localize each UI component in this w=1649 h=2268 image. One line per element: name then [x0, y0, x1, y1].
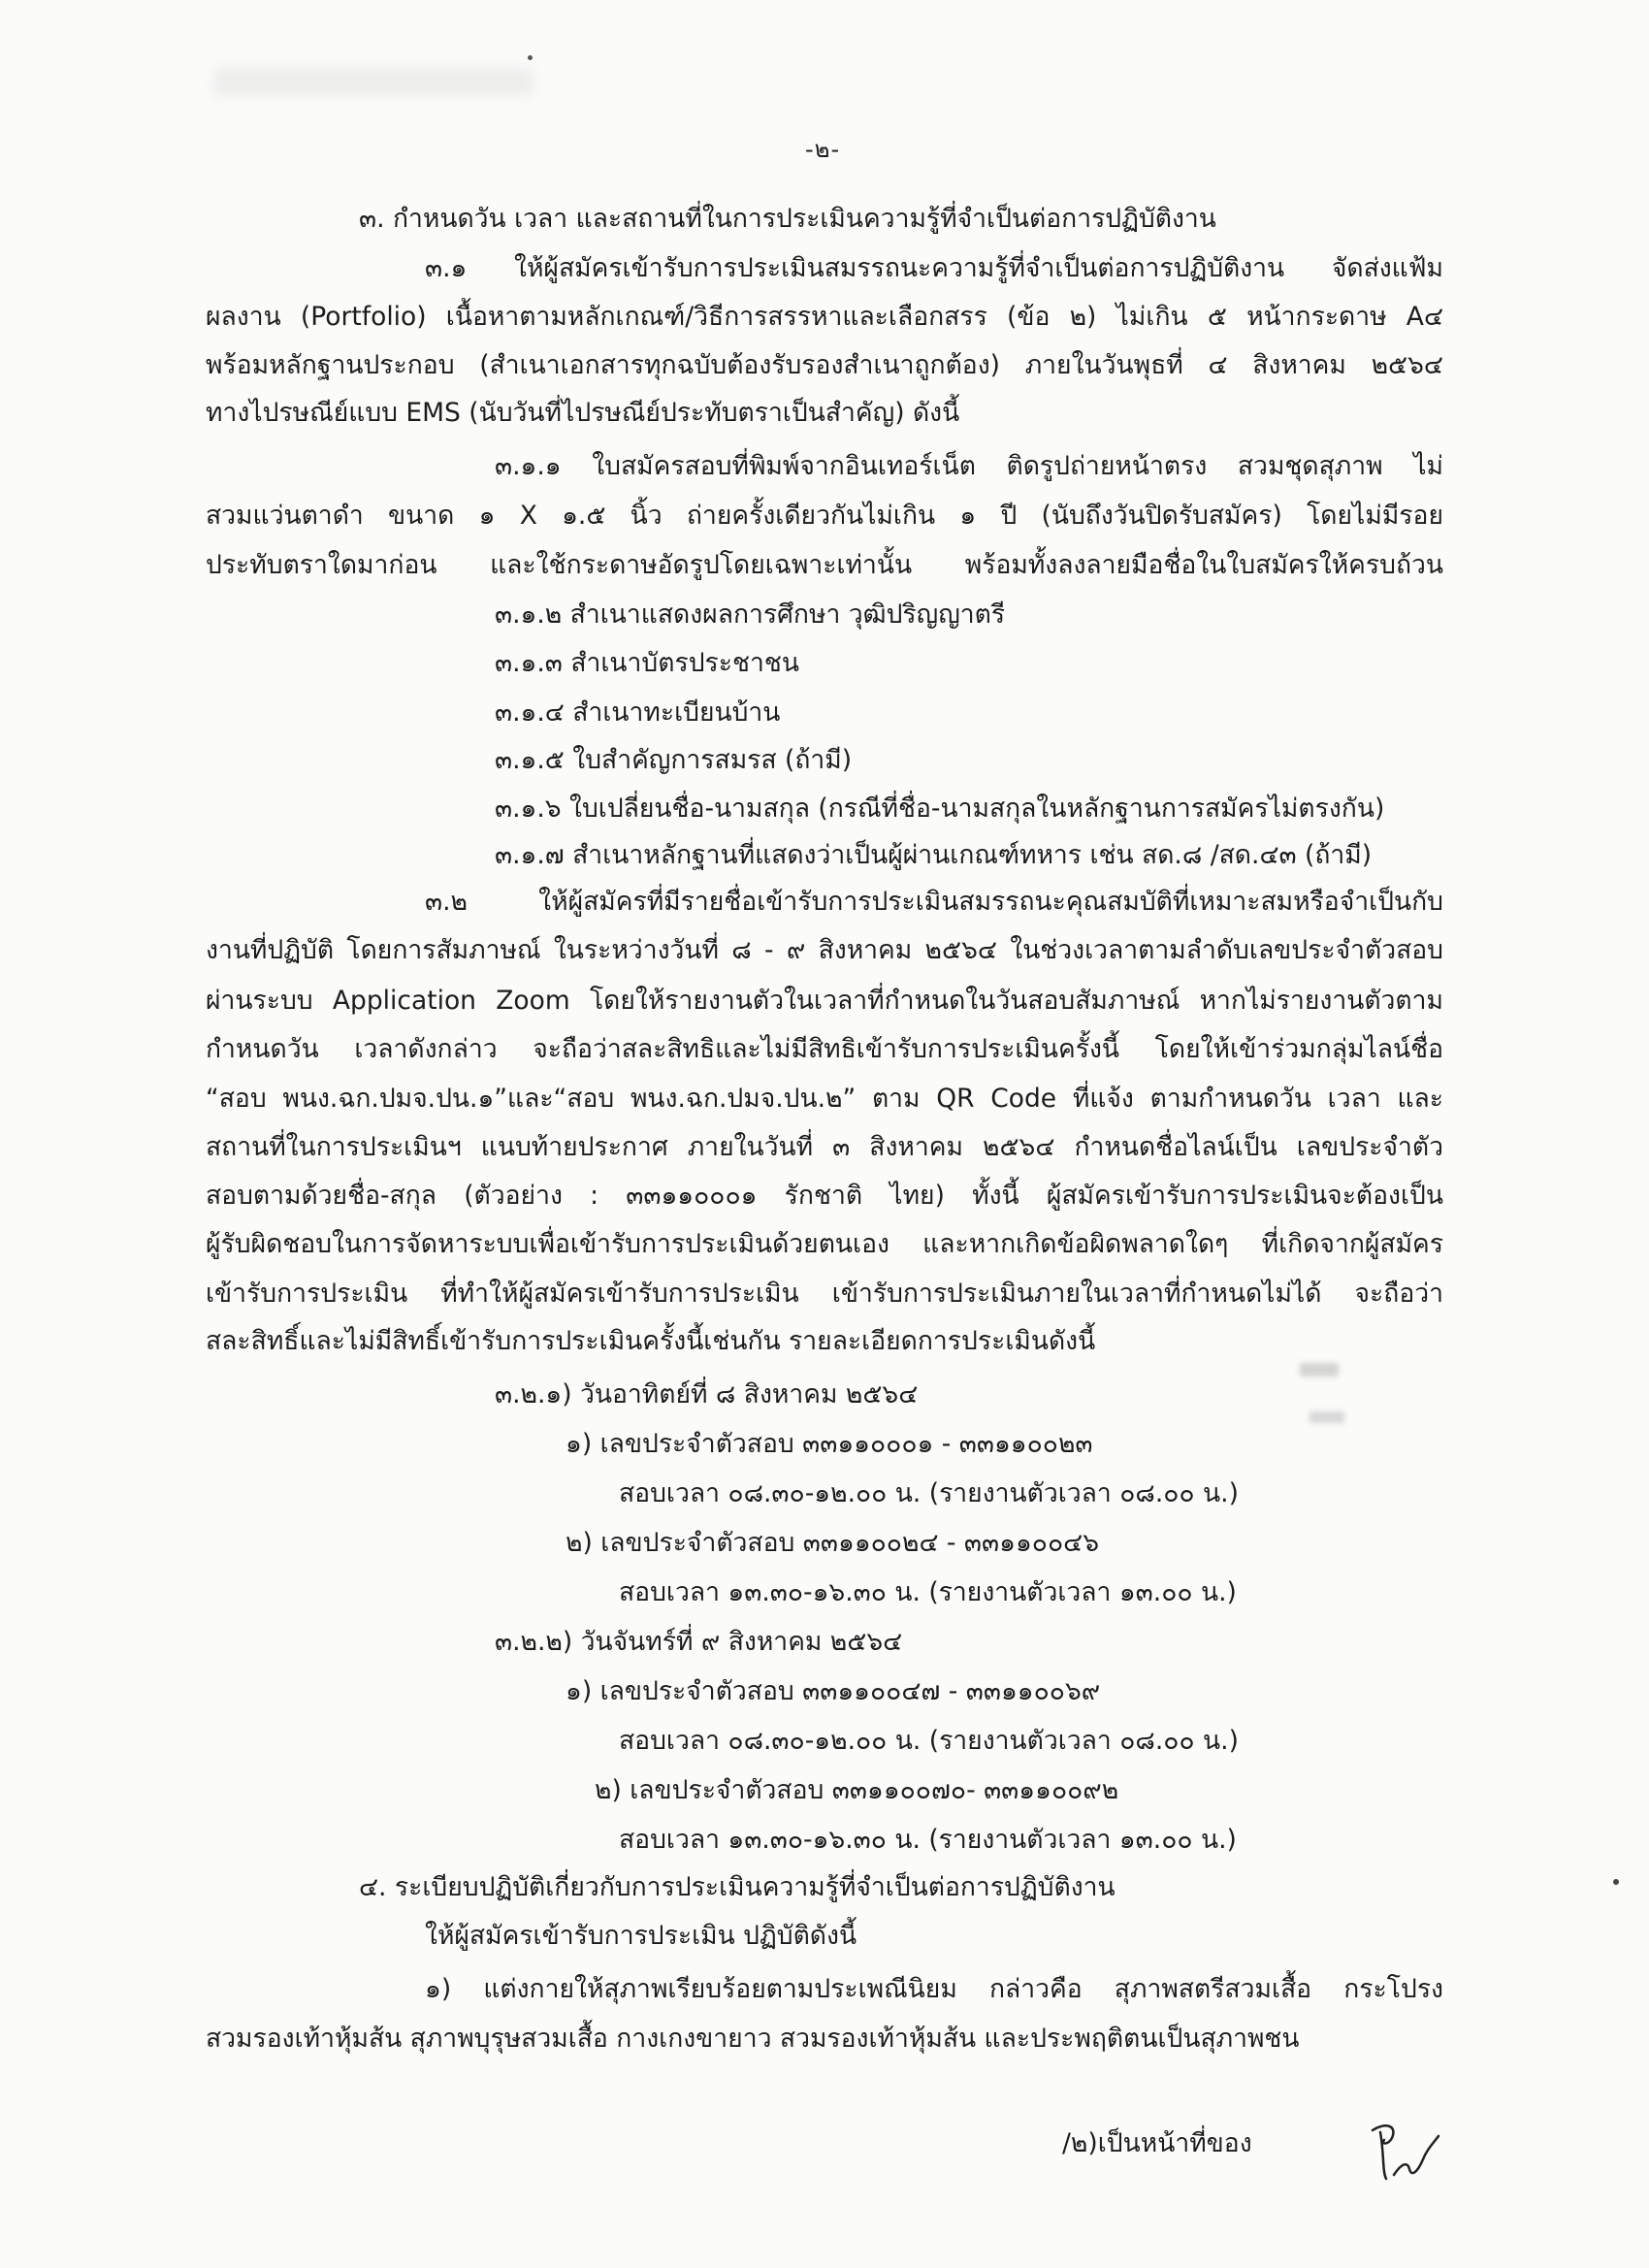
scan-smudge	[1300, 1363, 1339, 1377]
section-3-heading: ๓. กำหนดวัน เวลา และสถานที่ในการประเมินความรู้ที่จำเป็นต่อการปฏิบัติงาน	[359, 204, 1216, 234]
section-4-item-line: สวมรองเท้าหุ้มส้น สุภาพบุรุษสวมเสื้อ กางเกงขายาว สวมรองเท้าหุ้มส้น และประพฤติตนเป็นสุภาพชน	[206, 2024, 1300, 2054]
paragraph-3-2-line: ๓.๒ ให้ผู้สมัครที่มีรายชื่อเข้ารับการประเมินสมรรถนะคุณสมบัติที่เหมาะสมหรือจำเป็นกับ	[425, 887, 1443, 917]
scan-dot	[1613, 1879, 1619, 1885]
continuation-reference: /๒)เป็นหน้าที่ของ	[1062, 2128, 1252, 2158]
paragraph-3-2-line: “สอบ พนง.ฉก.ปมจ.ปน.๑”และ“สอบ พนง.ฉก.ปมจ.ปน.๒” ตาม QR Code ที่แจ้ง ตามกำหนดวัน เวลา และ	[206, 1084, 1443, 1114]
paragraph-3-1-1-line: ๓.๑.๑ ใบสมัครสอบที่พิมพ์จากอินเทอร์เน็ต ติดรูปถ่ายหน้าตรง สวมชุดสุภาพ ไม่	[495, 451, 1443, 481]
paragraph-3-2-line: ผ่านระบบ Application Zoom โดยให้รายงานตัวในเวลาที่กำหนดในวันสอบสัมภาษณ์ หากไม่รายงานตัวตาม	[206, 986, 1443, 1016]
handwritten-signature-icon	[1363, 2115, 1450, 2192]
list-item: ๓.๑.๒ สำเนาแสดงผลการศึกษา วุฒิปริญญาตรี	[495, 599, 1006, 630]
schedule-day: ๓.๒.๑) วันอาทิตย์ที่ ๘ สิงหาคม ๒๕๖๔	[495, 1379, 919, 1409]
paragraph-3-2-line: ผู้รับผิดชอบในการจัดหาระบบเพื่อเข้ารับการประเมินด้วยตนเอง และหากเกิดข้อผิดพลาดใดๆ ที่เกิดจากผู้สมัคร	[206, 1229, 1443, 1259]
section-4-intro: ให้ผู้สมัครเข้ารับการประเมิน ปฏิบัติดังนี้	[425, 1921, 857, 1951]
paragraph-3-2-line: เข้ารับการประเมิน ที่ทำให้ผู้สมัครเข้ารับการประเมิน เข้ารับการประเมินภายในเวลาที่กำหนดไม่ได้ จะถือว่า	[206, 1279, 1443, 1309]
paragraph-3-1-line: พร้อมหลักฐานประกอบ (สำเนาเอกสารทุกฉบับต้องรับรองสำเนาถูกต้อง) ภายในวันพุธที่ ๔ สิงหาคม ๒๕๖๔	[206, 350, 1443, 380]
list-item: ๓.๑.๓ สำเนาบัตรประชาชน	[495, 648, 799, 678]
paragraph-3-1-line: ผลงาน (Portfolio) เนื้อหาตามหลักเกณฑ์/วิธีการสรรหาและเลือกสรร (ข้อ ๒) ไม่เกิน ๕ หน้ากระดาษ A๔	[206, 302, 1443, 332]
paragraph-3-2-line: งานที่ปฏิบัติ โดยการสัมภาษณ์ ในระหว่างวันที่ ๘ - ๙ สิงหาคม ๒๕๖๔ ในช่วงเวลาตามลำดับเลขประจำตัวสอบ	[206, 935, 1443, 965]
schedule-slot-time: สอบเวลา ๑๓.๓๐-๑๖.๓๐ น. (รายงานตัวเวลา ๑๓.๐๐ น.)	[619, 1577, 1237, 1607]
list-item: ๓.๑.๗ สำเนาหลักฐานที่แสดงว่าเป็นผู้ผ่านเกณฑ์ทหาร เช่น สด.๘ /สด.๔๓ (ถ้ามี)	[495, 840, 1373, 870]
section-4-heading: ๔. ระเบียบปฏิบัติเกี่ยวกับการประเมินความรู้ที่จำเป็นต่อการปฏิบัติงาน	[359, 1872, 1116, 1902]
schedule-slot-ids: ๒) เลขประจำตัวสอบ ๓๓๑๑๐๐๒๔ - ๓๓๑๑๐๐๔๖	[566, 1528, 1100, 1558]
list-item: ๓.๑.๔ สำเนาทะเบียนบ้าน	[495, 697, 781, 728]
schedule-slot-time: สอบเวลา ๑๓.๓๐-๑๖.๓๐ น. (รายงานตัวเวลา ๑๓.๐๐ น.)	[619, 1825, 1237, 1855]
paragraph-3-1-1-line: ประทับตราใดมาก่อน และใช้กระดาษอัดรูปโดยเฉพาะเท่านั้น พร้อมทั้งลงลายมือชื่อในใบสมัครให้ครบถ้วน	[206, 550, 1443, 580]
scan-smudge	[1310, 1411, 1344, 1423]
schedule-slot-ids: ๒) เลขประจำตัวสอบ ๓๓๑๑๐๐๗๐- ๓๓๑๑๐๐๙๒	[595, 1775, 1119, 1805]
schedule-slot-time: สอบเวลา ๐๘.๓๐-๑๒.๐๐ น. (รายงานตัวเวลา ๐๘.๐๐ น.)	[619, 1726, 1239, 1756]
list-item: ๓.๑.๖ ใบเปลี่ยนชื่อ-นามสกุล (กรณีที่ชื่อ-นามสกุลในหลักฐานการสมัครไม่ตรงกัน)	[495, 794, 1385, 824]
paragraph-3-2-line: สละสิทธิ์และไม่มีสิทธิ์เข้ารับการประเมินครั้งนี้เช่นกัน รายละเอียดการประเมินดังนี้	[206, 1326, 1096, 1356]
schedule-slot-ids: ๑) เลขประจำตัวสอบ ๓๓๑๑๐๐๔๗ - ๓๓๑๑๐๐๖๙	[566, 1676, 1101, 1706]
paragraph-3-2-line: สอบตามด้วยชื่อ-สกุล (ตัวอย่าง : ๓๓๑๑๐๐๐๑ รักชาติ ไทย) ทั้งนี้ ผู้สมัครเข้ารับการประเมินจะต้องเป็น	[206, 1181, 1443, 1211]
paragraph-3-2-line: กำหนดวัน เวลาดังกล่าว จะถือว่าสละสิทธิและไม่มีสิทธิเข้ารับการประเมินครั้งนี้ โดยให้เข้าร่วมกลุ่มไลน์ชื่อ	[206, 1034, 1443, 1064]
paragraph-3-1-1-line: สวมแว่นตาดำ ขนาด ๑ X ๑.๕ นิ้ว ถ่ายครั้งเดียวกันไม่เกิน ๑ ปี (นับถึงวันปิดรับสมัคร) โดยไม่มีรอย	[206, 501, 1443, 531]
list-item: ๓.๑.๕ ใบสำคัญการสมรส (ถ้ามี)	[495, 745, 853, 775]
scan-dot	[528, 55, 533, 60]
paragraph-3-1-line: ๓.๑ ให้ผู้สมัครเข้ารับการประเมินสมรรถนะความรู้ที่จำเป็นต่อการปฏิบัติงาน จัดส่งแฟ้ม	[425, 253, 1443, 283]
paragraph-3-2-line: สถานที่ในการประเมินฯ แนบท้ายประกาศ ภายในวันที่ ๓ สิงหาคม ๒๕๖๔ กำหนดชื่อไลน์เป็น เลขประจำตัว	[206, 1132, 1443, 1162]
schedule-day: ๓.๒.๒) วันจันทร์ที่ ๙ สิงหาคม ๒๕๖๔	[495, 1627, 903, 1657]
paragraph-3-1-line: ทางไปรษณีย์แบบ EMS (นับวันที่ไปรษณีย์ประทับตราเป็นสำคัญ) ดังนี้	[206, 398, 960, 428]
section-4-item-line: ๑) แต่งกายให้สุภาพเรียบร้อยตามประเพณีนิยม กล่าวคือ สุภาพสตรีสวมเสื้อ กระโปรง	[425, 1974, 1443, 2004]
schedule-slot-time: สอบเวลา ๐๘.๓๐-๑๒.๐๐ น. (รายงานตัวเวลา ๐๘.๐๐ น.)	[619, 1478, 1239, 1508]
page-number: -๒-	[805, 136, 841, 163]
schedule-slot-ids: ๑) เลขประจำตัวสอบ ๓๓๑๑๐๐๐๑ - ๓๓๑๑๐๐๒๓	[566, 1429, 1093, 1459]
scan-smudge	[213, 68, 534, 95]
